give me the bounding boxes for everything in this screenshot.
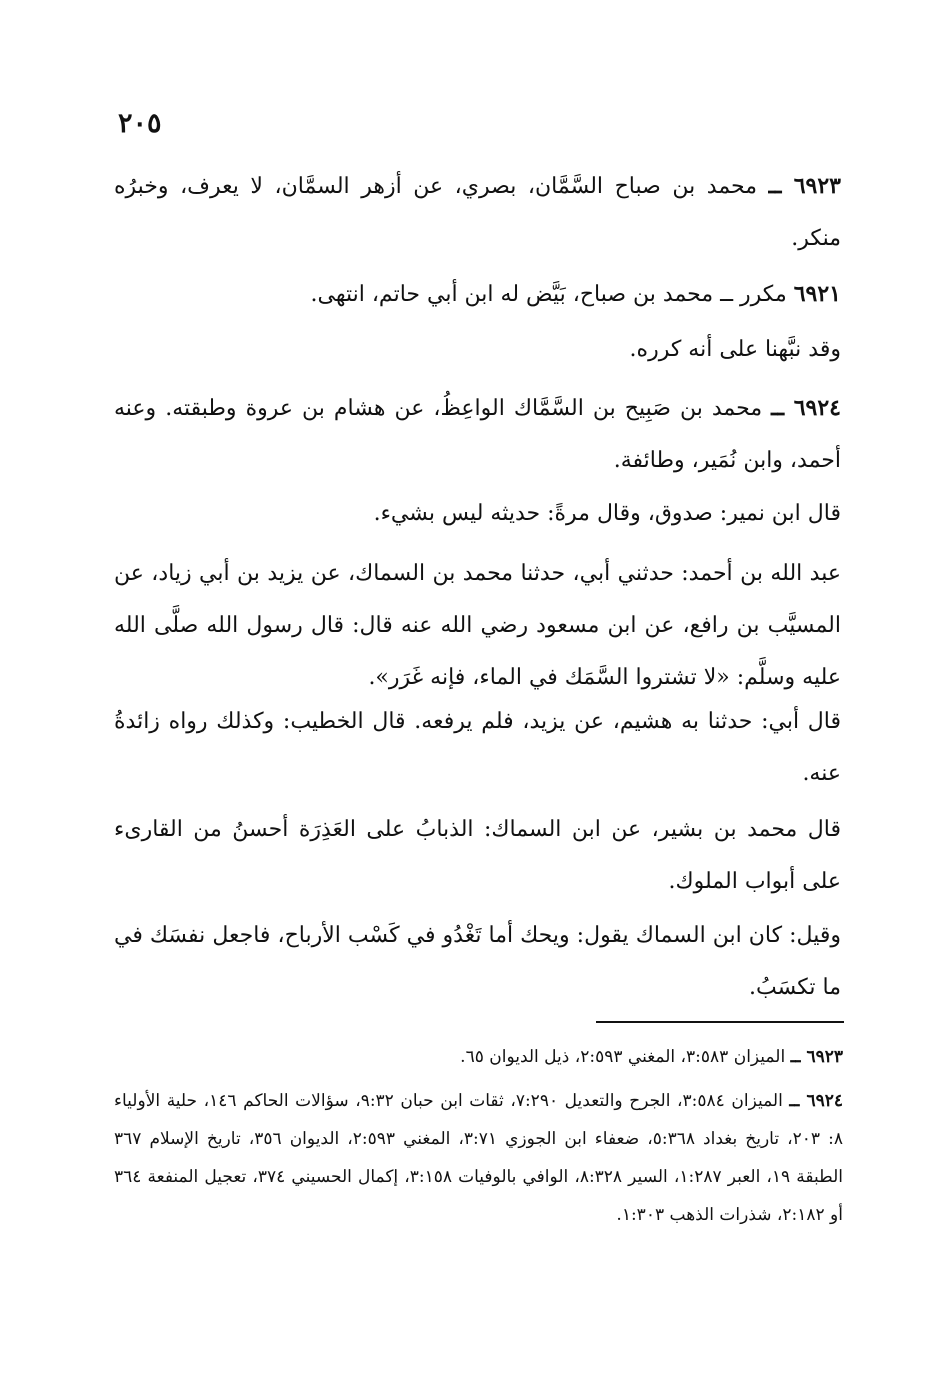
- entry-text: مكرر ــ محمد بن صباح، بَيَّض له ابن أبي حاتم، انتهى.: [310, 282, 787, 307]
- paragraph-qil: [114, 910, 841, 1014]
- paragraph-text: عبد الله بن أحمد: حدثني أبي، حدثنا محمد بن السماك، عن يزيد بن أبي زياد، عن المسيَّب بن رافع، عن ابن مسعود رضي الله عنه قال: قال رسول الله صلَّى الله عليه وسلَّم: «لا تشتروا السَّمَك في الماء، فإنه غَرَر».: [114, 561, 841, 690]
- page-number: ٢٠٥: [118, 108, 162, 139]
- footnote-6924: [114, 1082, 843, 1234]
- entry-number: ٦٩٢٣ ــ: [768, 173, 841, 199]
- footnote-6923: [114, 1038, 843, 1076]
- paragraph-ibn-numayr: [114, 488, 841, 540]
- footnote-text: الميزان ٣:٥٨٤، الجرح والتعديل ٧:٢٩٠، ثقات ابن حبان ٩:٣٢، سؤالات الحاكم ١٤٦، حلية الأولياء ٨: ٢٠٣، تاريخ بغداد ٥:٣٦٨، ضعفاء ابن الجوزي ٣:٧١، المغني ٢:٥٩٣، الديوان ٣٥٦، تاريخ الإسلام ٣٦٧ الطبقة ١٩، العبر ١:٢٨٧، السير ٨:٣٢٨، الوافي بالوفيات ٣:١٥٨، إكمال الحسيني ٣٧٤، تعجيل المنفعة ٣٦٤ أو ٢:١٨٢، شذرات الذهب ١:٣٠٣.: [114, 1091, 843, 1225]
- footnote-number: ٦٩٢٤ ــ: [789, 1091, 843, 1111]
- entry-number: ٦٩٢٤ ــ: [771, 395, 841, 421]
- footnote-text: الميزان ٣:٥٨٣، المغني ٢:٥٩٣، ذيل الديوان ٦٥.: [460, 1047, 786, 1067]
- paragraph-bashir: [114, 804, 841, 908]
- entry-number: ٦٩٢١: [793, 281, 841, 307]
- entry-6924: [114, 382, 841, 487]
- paragraph-text: قال ابن نمير: صدوق، وقال مرةً: حديثه ليس بشيء.: [373, 501, 841, 526]
- paragraph-hadith: [114, 548, 841, 704]
- entry-text: وقد نبَّهنا على أنه كرره.: [629, 337, 841, 362]
- paragraph-text: قال أبي: حدثنا به هشيم، عن يزيد، فلم يرفعه. قال الخطيب: وكذلك رواه زائدةُ عنه.: [114, 709, 841, 786]
- footnote-separator: [596, 1021, 844, 1023]
- entry-text: محمد بن صباح السَّمَّان، بصري، عن أزهر السمَّان، لا يعرف، وخبرُه منكر.: [114, 174, 841, 251]
- entry-6921-repeat: [114, 268, 841, 321]
- paragraph-abi: [114, 696, 841, 800]
- entry-note: [114, 324, 841, 376]
- paragraph-text: قال محمد بن بشير، عن ابن السماك: الذبابُ على العَذِرَة أحسنُ من القارىء على أبواب الملوك.: [114, 817, 841, 894]
- paragraph-text: وقيل: كان ابن السماك يقول: ويحك أما تَغْدُو في كَسْب الأرباح، فاجعل نفسَك في ما تكسَبُ.: [114, 923, 841, 1000]
- footnote-number: ٦٩٢٣ ــ: [790, 1047, 843, 1067]
- entry-text: محمد بن صَبِيح بن السَّمَّاك الواعِظُ، عن هشام بن عروة وطبقته. وعنه أحمد، وابن نُمَير، وطائفة.: [114, 396, 841, 473]
- entry-6923: [114, 160, 841, 265]
